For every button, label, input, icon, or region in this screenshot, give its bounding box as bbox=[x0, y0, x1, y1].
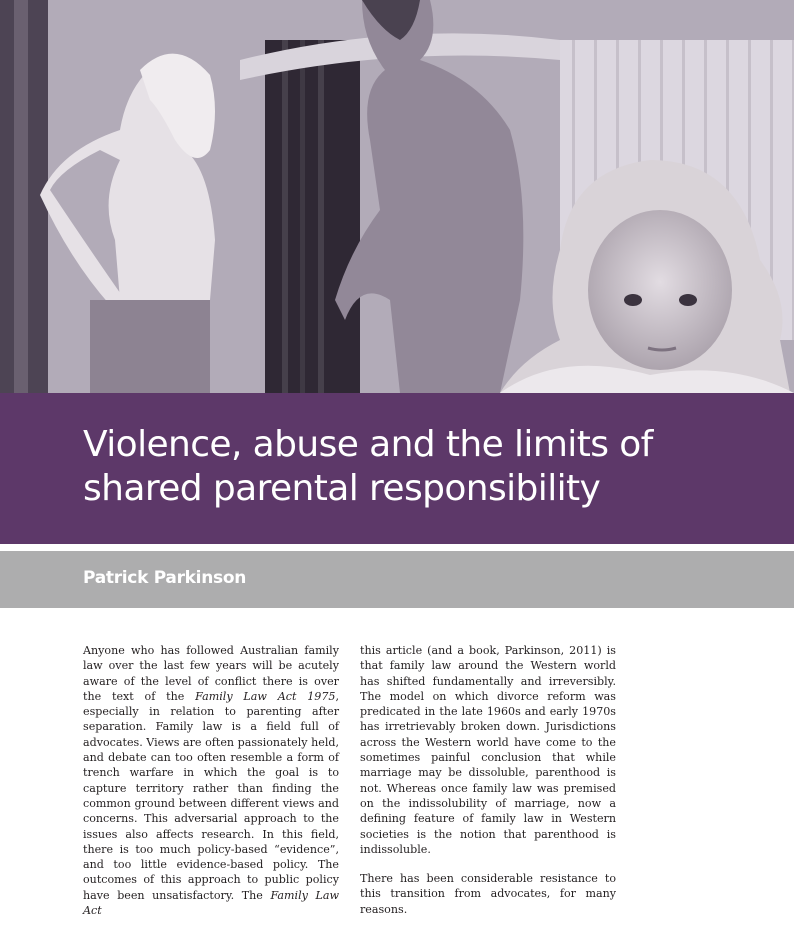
act-title: Family Law Act 1975 bbox=[195, 689, 336, 703]
hero-photo bbox=[0, 0, 794, 393]
body-column-left bbox=[83, 643, 339, 932]
author-banner bbox=[0, 551, 794, 608]
body-column-right bbox=[360, 643, 616, 931]
title-banner bbox=[0, 393, 794, 544]
paragraph-text: Anyone who has followed Australian family law over the last few years will be acutely aware of the level of conflict there is over the text of the bbox=[83, 644, 339, 703]
paragraph: There has been considerable resistance to this transition from advocates, for many reasons. bbox=[360, 872, 616, 916]
paragraph: this article (and a book, Parkinson, 2011) is that family law around the Western world has shifted fundamentally and irreversibly. The model on which divorce reform was predicated in the late 1960s and early 1970s has irretrievably broken down. Jurisdictions across the Western world have come to the sometimes painful conclusion that while marriage may be dissoluble, parenthood is not. Whereas once family law was premised on the indissolubility of marriage, now a defining feature of family law in Western societies is the notion that parenthood is indissoluble. bbox=[360, 644, 616, 856]
hero-photo-illustration bbox=[0, 0, 794, 393]
paragraph-text: , especially in relation to parenting after separation. Family law is a field full of advocates. Views are often passionately held, and debate can too often resemble a form of trench warfare in which the goal is to capture territory rather than finding the common ground between different views and concerns. This adversarial approach to the issues also affects research. In this field, there is too much policy-based “evidence”, and too little evidence-based policy. The outcomes of this approach to public policy have been unsatisfactory. The bbox=[83, 689, 339, 902]
article-title: Violence, abuse and the limits of shared parental responsibility bbox=[83, 424, 653, 509]
paragraph bbox=[83, 643, 339, 918]
act-title: Family Law Act bbox=[83, 888, 339, 918]
author-name: Patrick Parkinson bbox=[83, 568, 247, 588]
